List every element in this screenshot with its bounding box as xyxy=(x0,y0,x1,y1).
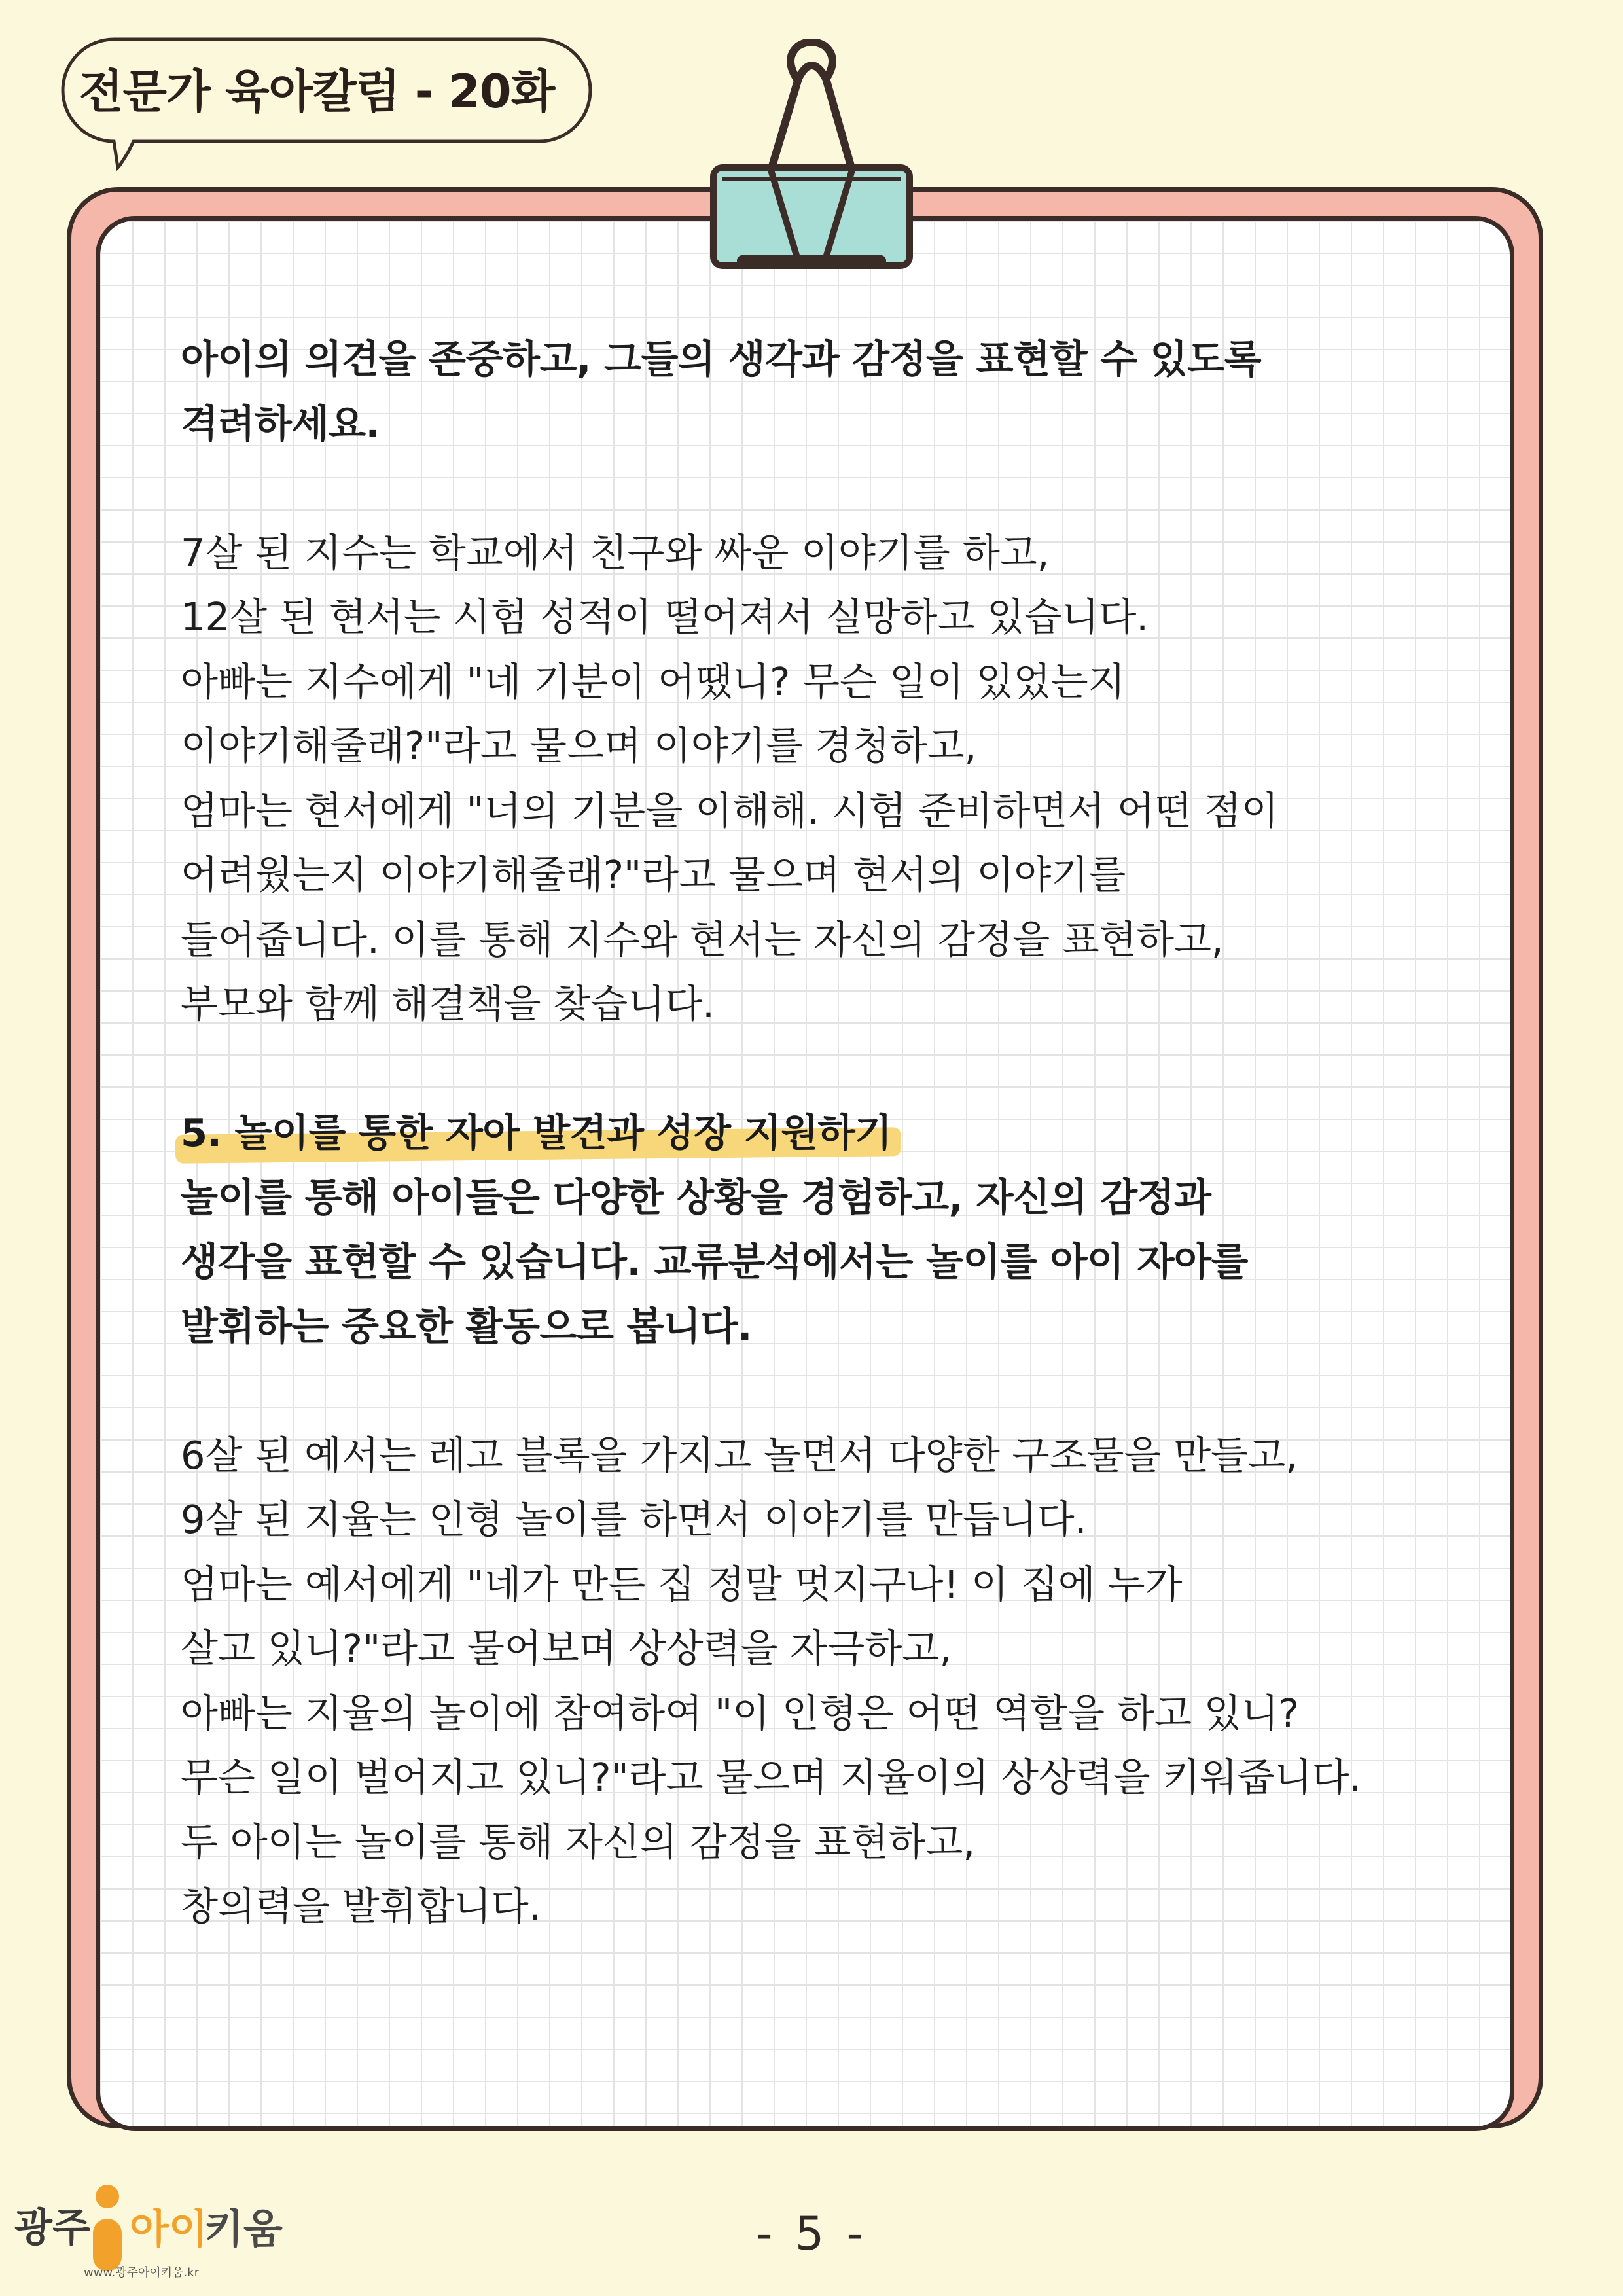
paragraph-intro xyxy=(181,327,1476,456)
text-line: 아빠는 지수에게 "네 기분이 어땠니? 무슨 일이 있었는지 xyxy=(181,658,1126,704)
section-heading-text: 5. 놀이를 통한 자아 발견과 성장 지원하기 xyxy=(181,1110,892,1155)
text-line: 무슨 일이 벌어지고 있니?"라고 물으며 지율이의 상상력을 키워줍니다. xyxy=(181,1755,1362,1800)
text-line: 생각을 표현할 수 있습니다. 교류분석에서는 놀이를 아이 자아를 xyxy=(181,1239,1249,1284)
page-number: - 5 - xyxy=(756,2207,867,2261)
text-line: 어려웠는지 이야기해줄래?"라고 물으며 현서의 이야기를 xyxy=(181,852,1126,897)
text-line: 12살 된 현서는 시험 성적이 떨어져서 실망하고 있습니다. xyxy=(181,594,1149,639)
paragraph-example-1 xyxy=(181,521,1476,1037)
logo-figure-head-icon xyxy=(96,2185,119,2208)
text-line: 6살 된 예서는 레고 블록을 가지고 놀면서 다양한 구조물을 만들고, xyxy=(181,1432,1298,1478)
logo-kium: 키움 xyxy=(204,2205,283,2253)
brand-logo xyxy=(14,2166,289,2284)
paragraph-example-2 xyxy=(181,1424,1476,1939)
text-line: 이야기해줄래?"라고 물으며 이야기를 경청하고, xyxy=(181,723,977,768)
text-line: 아빠는 지율의 놀이에 참여하여 "이 인형은 어떤 역할을 하고 있니? xyxy=(181,1690,1300,1736)
text-line: 9살 된 지율는 인형 놀이를 하면서 이야기를 만듭니다. xyxy=(181,1497,1087,1542)
text-line: 놀이를 통해 아이들은 다양한 상황을 경험하고, 자신의 감정과 xyxy=(181,1174,1211,1220)
text-line: 창의력을 발휘합니다. xyxy=(181,1884,541,1929)
text-line: 부모와 함께 해결책을 찾습니다. xyxy=(181,981,715,1026)
binder-clip-icon xyxy=(700,39,923,275)
text-line: 엄마는 현서에게 "너의 기분을 이해해. 시험 준비하면서 어떤 점이 xyxy=(181,787,1279,833)
text-line: 살고 있니?"라고 물어보며 상상력을 자극하고, xyxy=(181,1626,952,1671)
text-line: 발휘하는 중요한 활동으로 봅니다. xyxy=(181,1303,752,1349)
text-line: 격려하세요. xyxy=(181,401,380,446)
logo-gwangju: 광주 xyxy=(14,2205,90,2251)
text-line: 들어줍니다. 이를 통해 지수와 현서는 자신의 감정을 표현하고, xyxy=(181,916,1224,962)
logo-ai: 아이 xyxy=(130,2205,208,2253)
text-line: 7살 된 지수는 학교에서 친구와 싸운 이야기를 하고, xyxy=(181,529,1050,575)
column-title-tag: 전문가 육아칼럼 - 20화 xyxy=(79,64,555,118)
section-heading xyxy=(181,1101,892,1166)
article-body xyxy=(181,327,1476,1939)
section-heading-row xyxy=(181,1101,1476,1166)
paragraph-section-5 xyxy=(181,1166,1476,1359)
text-line: 아이의 의견을 존중하고, 그들의 생각과 감정을 표현할 수 있도록 xyxy=(181,336,1262,382)
logo-url: www.광주아이키움.kr xyxy=(84,2266,200,2280)
text-line: 엄마는 예서에게 "네가 만든 집 정말 멋지구나! 이 집에 누가 xyxy=(181,1561,1183,1607)
text-line: 두 아이는 놀이를 통해 자신의 감정을 표현하고, xyxy=(181,1819,976,1865)
